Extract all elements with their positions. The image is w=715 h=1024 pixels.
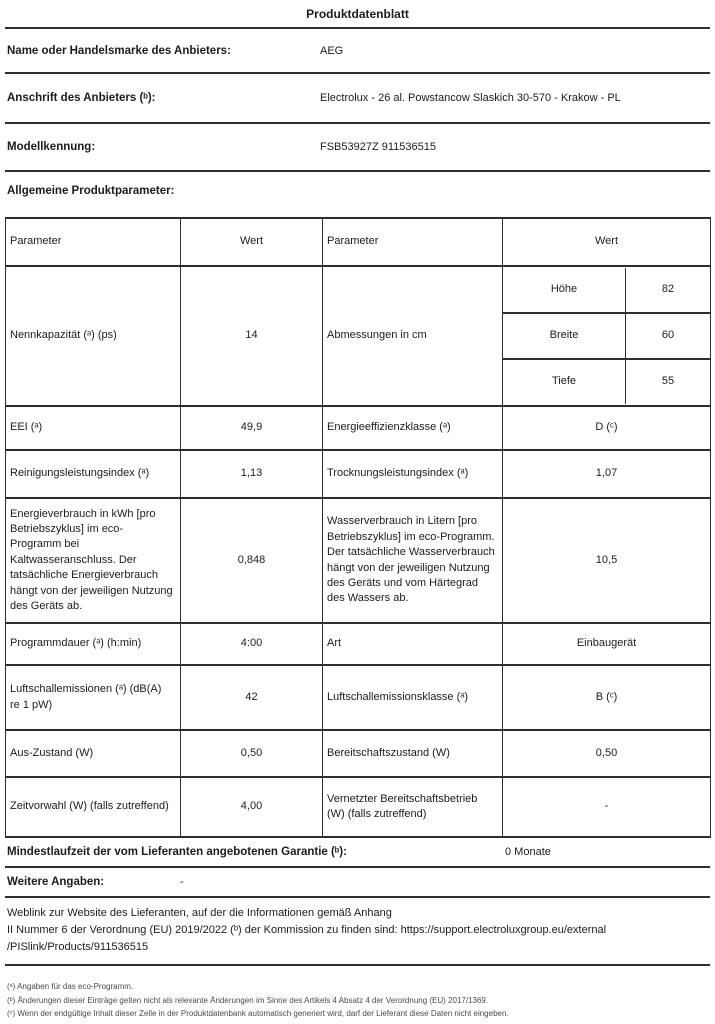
footnotes bbox=[5, 966, 710, 1024]
value-cell: 4,00 bbox=[181, 777, 323, 837]
additional-info-value: - bbox=[180, 876, 184, 888]
param-cell: EEI (ᵃ) bbox=[6, 406, 181, 450]
dim-label: Tiefe bbox=[503, 360, 626, 404]
footnote-a: (ᵃ) Angaben für das eco-Programm. bbox=[7, 982, 134, 992]
dimension-row-width bbox=[503, 314, 710, 360]
footnote-b: (ᵇ) Änderungen dieser Einträge gelten nicht als relevante Änderungen im Sinne des Artikels 4 Absatz 4 der Verordnung (EU) 2017/1369. bbox=[7, 995, 489, 1005]
value-cell: 14 bbox=[181, 266, 323, 406]
value-cell: 1,07 bbox=[503, 450, 711, 498]
weblink-line: /PISlink/Products/911536515 bbox=[7, 941, 149, 954]
dim-value: 55 bbox=[661, 375, 675, 388]
param-cell: Zeitvorwahl (W) (falls zutreffend) bbox=[6, 777, 181, 837]
param-cell: Wasserverbrauch in Litern [pro Betriebszyklus] im eco-Programm. Der tatsächliche Wasserverbrauch hängt von der jeweiligen Nutzung des Geräts und vom Härtegrad des Wassers ab. bbox=[323, 498, 503, 623]
additional-info-label: Weitere Angaben: bbox=[7, 876, 105, 888]
table-row-consumption bbox=[6, 498, 711, 623]
param-cell: Nennkapazität (ᵃ) (ps) bbox=[6, 266, 181, 406]
supplier-address-label: Anschrift des Anbieters (ᵇ): bbox=[7, 92, 156, 104]
guarantee-label: Mindestlaufzeit der vom Lieferanten angebotenen Garantie (ᵇ): bbox=[7, 846, 347, 858]
value-cell: 49,9 bbox=[181, 406, 323, 450]
table-row-off-mode bbox=[6, 730, 711, 777]
param-cell: Vernetzter Bereitschaftsbetrieb (W) (falls zutreffend) bbox=[323, 777, 503, 837]
section-heading: Allgemeine Produktparameter: bbox=[7, 185, 175, 197]
supplier-name-row bbox=[5, 29, 710, 74]
page-title: Produktdatenblatt bbox=[306, 7, 409, 21]
model-identifier-label: Modellkennung: bbox=[7, 141, 96, 153]
param-cell: Programmdauer (ᵃ) (h:min) bbox=[6, 623, 181, 665]
model-identifier-row bbox=[5, 124, 710, 172]
header-wert-1: Wert bbox=[181, 218, 323, 266]
table-row-noise bbox=[6, 665, 711, 730]
weblink-line: II Nummer 6 der Verordnung (EU) 2019/2022 (ᵇ) der Kommission zu finden sind: https://support.electroluxgroup.eu/external bbox=[7, 924, 607, 937]
value-cell: 4:00 bbox=[181, 623, 323, 665]
param-cell: Bereitschaftszustand (W) bbox=[323, 730, 503, 777]
supplier-name-label: Name oder Handelsmarke des Anbieters: bbox=[7, 44, 231, 57]
param-cell: Abmessungen in cm bbox=[323, 266, 503, 406]
supplier-address-value: Electrolux - 26 al. Powstancow Slaskich 30-570 - Krakow - PL bbox=[320, 92, 621, 104]
supplier-name-value: AEG bbox=[320, 44, 344, 57]
general-parameters-table bbox=[5, 217, 711, 838]
table-header-row bbox=[6, 218, 711, 266]
table-row-eei bbox=[6, 406, 711, 450]
value-cell: B (ᶜ) bbox=[503, 665, 711, 730]
supplier-address-row bbox=[5, 74, 710, 124]
value-cell: 42 bbox=[181, 665, 323, 730]
header-parameter-1: Parameter bbox=[6, 218, 181, 266]
param-cell: Energieeffizienzklasse (ᵃ) bbox=[323, 406, 503, 450]
table-row-capacity-dimensions bbox=[6, 266, 711, 406]
value-cell: 0,50 bbox=[181, 730, 323, 777]
supplier-weblink-paragraph bbox=[5, 898, 710, 966]
weblink-line: Weblink zur Website des Lieferanten, auf der die Informationen gemäß Anhang bbox=[7, 907, 392, 919]
value-cell: 1,13 bbox=[181, 450, 323, 498]
dimension-row-depth bbox=[503, 360, 710, 404]
guarantee-value: 0 Monate bbox=[505, 846, 551, 858]
param-cell: Energieverbrauch in kWh [pro Betriebszyklus] im eco-Programm bei Kaltwasseranschluss. Der tatsächliche Energieverbrauch hängt von der jeweiligen Nutzung des Geräts ab. bbox=[6, 498, 181, 623]
guarantee-row bbox=[5, 838, 710, 868]
additional-info-row bbox=[5, 868, 710, 898]
header-parameter-2: Parameter bbox=[323, 218, 503, 266]
dimensions-cell bbox=[503, 266, 711, 406]
model-identifier-value: FSB53927Z 911536515 bbox=[320, 141, 436, 153]
value-cell: Einbaugerät bbox=[503, 623, 711, 665]
dimension-row-height bbox=[503, 268, 710, 314]
dim-value: 60 bbox=[661, 329, 675, 342]
param-cell: Luftschallemissionen (ᵃ) (dB(A) re 1 pW) bbox=[6, 665, 181, 730]
dim-value: 82 bbox=[661, 283, 675, 296]
table-row-cleaning-index bbox=[6, 450, 711, 498]
param-cell: Trocknungsleistungsindex (ᵃ) bbox=[323, 450, 503, 498]
value-cell: 0,50 bbox=[503, 730, 711, 777]
header-wert-2: Wert bbox=[503, 218, 711, 266]
dim-label: Breite bbox=[503, 314, 626, 358]
param-cell: Luftschallemissionsklasse (ᵃ) bbox=[323, 665, 503, 730]
param-cell: Aus-Zustand (W) bbox=[6, 730, 181, 777]
footnote-c: (ᶜ) Wenn der endgültige Inhalt dieser Zelle in der Produktdatenbank automatisch generiert wird, darf der Lieferant diese Daten nicht eingeben. bbox=[7, 1009, 509, 1019]
value-cell: D (ᶜ) bbox=[503, 406, 711, 450]
value-cell: 10,5 bbox=[503, 498, 711, 623]
param-cell: Reinigungsleistungsindex (ᵃ) bbox=[6, 450, 181, 498]
dim-label: Höhe bbox=[503, 268, 626, 312]
table-row-program-duration bbox=[6, 623, 711, 665]
value-cell: - bbox=[503, 777, 711, 837]
table-row-delay-start bbox=[6, 777, 711, 837]
param-cell: Art bbox=[323, 623, 503, 665]
value-cell: 0,848 bbox=[181, 498, 323, 623]
